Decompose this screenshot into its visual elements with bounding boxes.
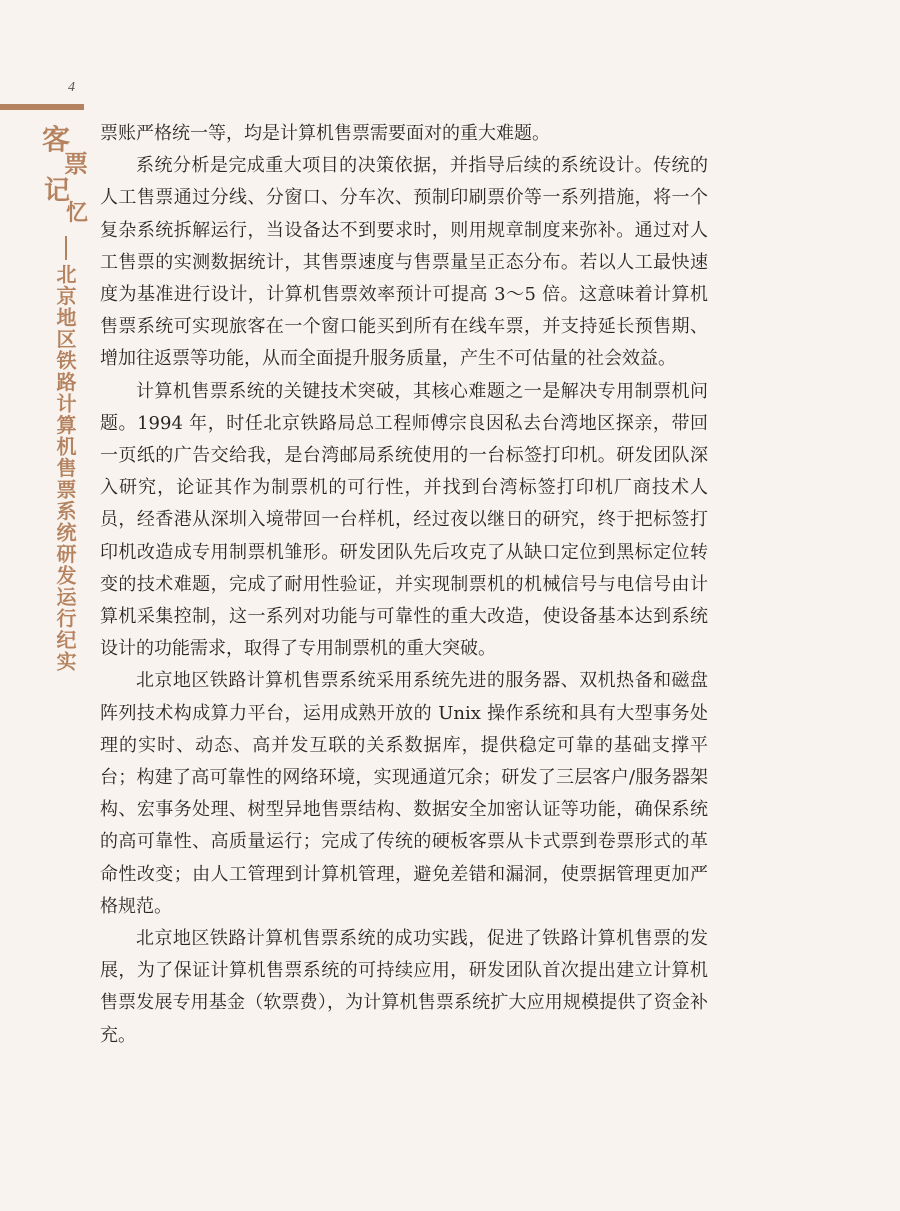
paragraph: 北京地区铁路计算机售票系统的成功实践，促进了铁路计算机售票的发展，为了保证计算机售票系统的可持续应用，研发团队首次提出建立计算机售票发展专用基金（软票费），为计算机售票系统扩大应用规模提供了资金补充。 bbox=[100, 928, 708, 1046]
header-accent-rule bbox=[0, 104, 84, 110]
logo-char: 忆 bbox=[66, 200, 89, 226]
page-number: 4 bbox=[68, 80, 75, 95]
paragraph: 计算机售票系统的关键技术突破，其核心难题之一是解决专用制票机问题。1994 年，时任北京铁路局总工程师傅宗良因私去台湾地区探亲，带回一页纸的广告交给我，是台湾邮局系统使用的一台标签打印机。研发团队深入研究，论证其作为制票机的可行性，并找到台湾标签打印机厂商技术人员，经香港从深圳入境带回一台样机，经过夜以继日的研究，终于把标签打印机改造成专用制票机雏形。研发团队先后攻克了从缺口定位到黑标定位转变的技术难题，完成了耐用性验证，并实现制票机的机械信号与电信号由计算机采集控制，这一系列对功能与可靠性的重大改造，使设备基本达到系统设计的功能需求，取得了专用制票机的重大突破。 bbox=[100, 380, 708, 660]
paragraph: 票账严格统一等，均是计算机售票需要面对的重大难题。 bbox=[100, 123, 550, 144]
logo-char: 票 bbox=[64, 149, 88, 178]
logo-char: 记 bbox=[44, 176, 71, 206]
side-title-dash bbox=[65, 236, 67, 260]
body-text bbox=[100, 118, 708, 1052]
logo-char: 客 bbox=[42, 123, 71, 156]
book-subtitle: 北京地区铁路计算机售票系统研发运行纪实 bbox=[53, 264, 77, 673]
book-logo bbox=[42, 123, 92, 230]
paragraph: 系统分析是完成重大项目的决策依据，并指导后续的系统设计。传统的人工售票通过分线、分窗口、分车次、预制印刷票价等一系列措施，将一个复杂系统拆解运行，当设备达不到要求时，则用规章制度来弥补。通过对人工售票的实测数据统计，其售票速度与售票量呈正态分布。若以人工最快速度为基准进行设计，计算机售票效率预计可提高 3～5 倍。这意味着计算机售票系统可实现旅客在一个窗口能买到所有在线车票，并支持延长预售期、增加往返票等功能，从而全面提升服务质量，产生不可估量的社会效益。 bbox=[100, 155, 708, 370]
book-side-title bbox=[42, 123, 92, 673]
paragraph: 北京地区铁路计算机售票系统采用系统先进的服务器、双机热备和磁盘阵列技术构成算力平台，运用成熟开放的 Unix 操作系统和具有大型事务处理的实时、动态、高并发互联的关系数据库，提供稳定可靠的基础支撑平台；构建了高可靠性的网络环境，实现通道冗余；研发了三层客户/服务器架构、宏事务处理、树型异地售票结构、数据安全加密认证等功能，确保系统的高可靠性、高质量运行；完成了传统的硬板客票从卡式票到卷票形式的革命性改变；由人工管理到计算机管理，避免差错和漏洞，使票据管理更加严格规范。 bbox=[100, 670, 708, 917]
